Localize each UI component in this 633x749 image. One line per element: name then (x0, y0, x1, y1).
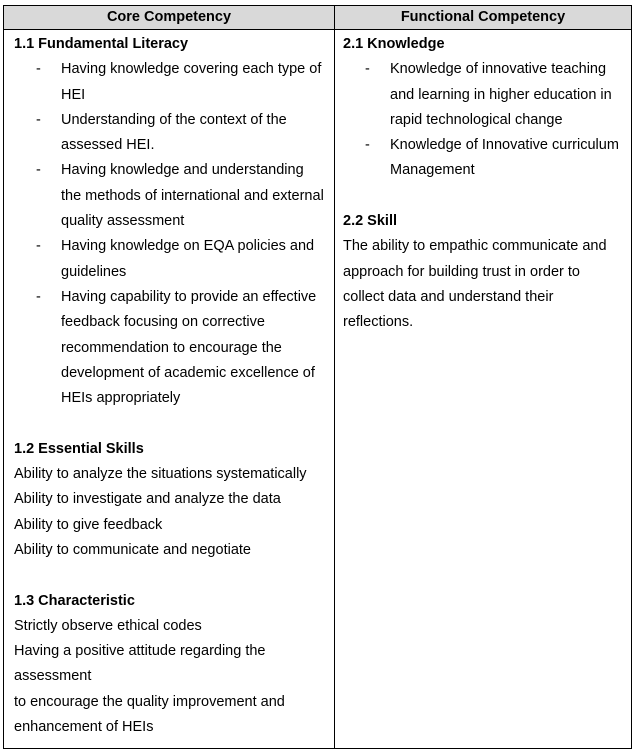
text-line: enhancement of HEIs (14, 719, 154, 736)
section-heading-essential-skills: 1.2 Essential Skills (14, 440, 144, 457)
dash-bullet: - (365, 61, 370, 78)
section-heading-knowledge: 2.1 Knowledge (343, 36, 445, 52)
competency-table (3, 5, 632, 749)
text-line: Strictly observe ethical codes (14, 617, 202, 634)
text-line: Ability to communicate and negotiate (14, 541, 251, 558)
text-line: The ability to empathic communicate and (343, 238, 607, 255)
fundamental-literacy-list (14, 57, 330, 411)
text-line: approach for building trust in order to (343, 263, 580, 280)
dash-bullet: - (36, 61, 41, 78)
list-item: - Having knowledge covering each type of HEI (14, 57, 330, 108)
text-line: assessment (14, 668, 92, 685)
text-line: reflections. (343, 314, 414, 331)
section-heading-characteristic: 1.3 Characteristic (14, 592, 135, 609)
text-line: Having a positive attitude regarding the (14, 643, 266, 660)
text-line: collect data and understand their (343, 288, 554, 305)
dash-bullet: - (36, 162, 41, 179)
header-functional-competency: Functional Competency (335, 6, 632, 30)
dash-bullet: - (36, 288, 41, 305)
list-item: - Knowledge of innovative teaching and learning in higher education in rapid technological change (343, 57, 627, 133)
list-item: - Having knowledge and understanding the methods of international and external quality assessment (14, 158, 330, 234)
header-core-competency: Core Competency (4, 6, 335, 30)
list-item: - Knowledge of Innovative curriculum Management (343, 133, 627, 184)
text-line: Ability to analyze the situations systematically (14, 466, 307, 483)
text-line: Ability to investigate and analyze the data (14, 491, 281, 508)
list-item: - Understanding of the context of the assessed HEI. (14, 108, 330, 159)
list-item: - Having capability to provide an effective feedback focusing on corrective recommendation to encourage the development of academic excellence of HEIs appropriately (14, 285, 330, 411)
core-competency-cell (4, 30, 335, 749)
dash-bullet: - (365, 137, 370, 154)
header-row (4, 6, 632, 30)
text-line: to encourage the quality improvement and (14, 693, 285, 710)
dash-bullet: - (36, 238, 41, 255)
list-item: - Having knowledge on EQA policies and guidelines (14, 234, 330, 285)
section-heading-fundamental-literacy: 1.1 Fundamental Literacy (14, 36, 189, 52)
knowledge-list (343, 57, 627, 183)
text-line: Ability to give feedback (14, 516, 163, 533)
dash-bullet: - (36, 111, 41, 128)
content-row (4, 30, 632, 749)
functional-competency-cell (335, 30, 632, 749)
section-heading-skill: 2.2 Skill (343, 213, 398, 230)
